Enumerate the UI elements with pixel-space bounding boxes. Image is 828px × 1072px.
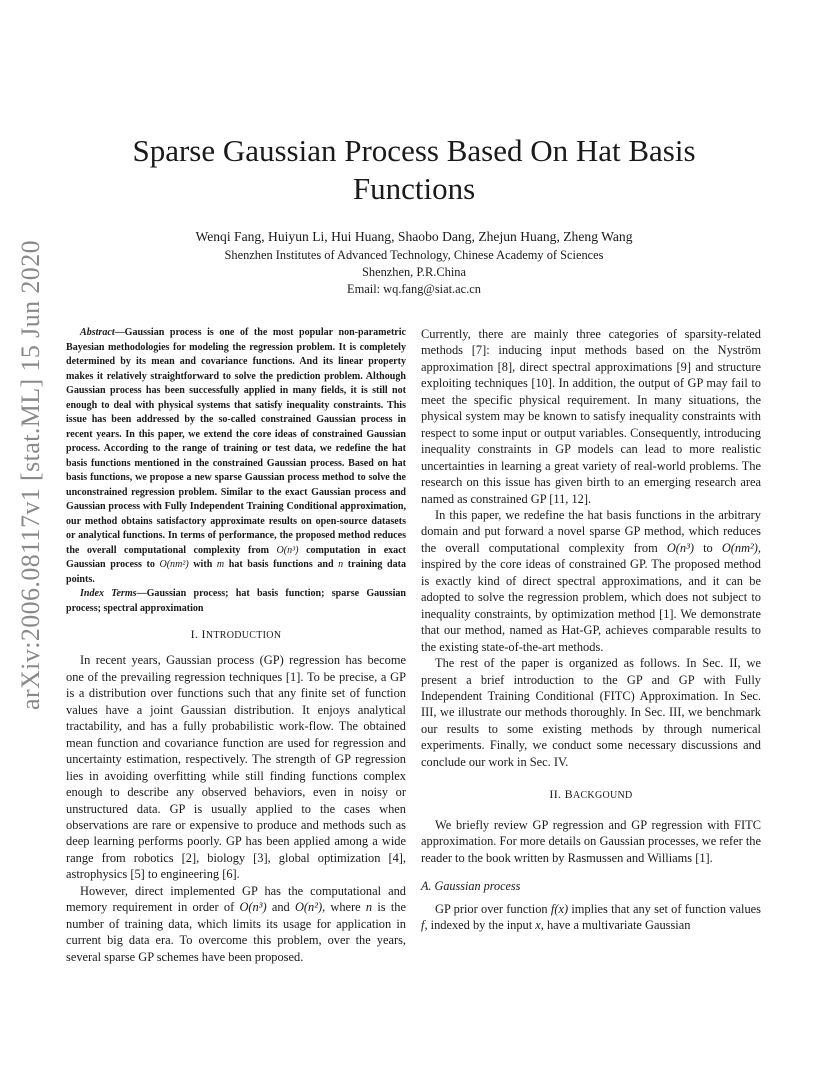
arxiv-identifier bbox=[11, 240, 51, 710]
arxiv-identifier-text: arXiv:2006.08117v1 [stat.ML] 15 Jun 2020 bbox=[16, 240, 45, 710]
abstract-label: Abstract bbox=[80, 327, 115, 338]
intro-paragraph-1: In recent years, Gaussian process (GP) regression has become one of the prevailing regression techniques [1]. To be precise, a GP is a distribution over functions such that any finite set of function values have a joint Gaussian distribution. It enjoys analytical tractability, and has a fully probabilistic work-flow. The obtained mean function and covariance function are used for regression and uncertainty estimation, respectively. The strength of GP regression lies in avoiding overfitting while still finding functions complex enough to describe any observed behaviors, even in noisy or unstructured data. GP is usually applied to the cases when observations are rare or expensive to produce and methods such as deep learning performs poorly. GP has been applied among a wide range from robotics [2], biology [3], global optimization [4], astrophysics [5] to engineering [6]. bbox=[66, 653, 406, 882]
abstract-paragraph: Abstract—Gaussian process is one of the most popular non-parametric Bayesian methodologies for modeling the regression problem. It is completely determined by its mean and covariance functions. And its linear property makes it relatively straightforward to solve the prediction problem. Although Gaussian process has been successfully applied in many fields, it is still not enough to deal with physical systems that satisfy inequality constraints. This issue has been addressed by the so-called constrained Gaussian process in recent years. In this paper, we extend the core ideas of constrained Gaussian process. According to the range of training or test data, we redefine the hat basis functions mentioned in the constrained Gaussian process. Based on hat basis functions, we propose a new sparse Gaussian process method to solve the unconstrained regression problem. Similar to the exact Gaussian process and Gaussian process with Fully Independent Training Conditional approximation, our method obtains satisfactory approximate results on open-source datasets or analytical functions. In terms of performance, the proposed method reduces the overall computational complexity from O(n³) computation in exact Gaussian process to O(nm²) with m hat basis functions and n training data points. bbox=[66, 327, 407, 585]
right-column-body bbox=[421, 326, 761, 933]
author-list: Wenqi Fang, Huiyun Li, Hui Huang, Shaobo Dang, Zhejun Huang, Zheng Wang bbox=[195, 229, 633, 244]
abstract-block bbox=[66, 326, 406, 616]
gp-paragraph: GP prior over function f(x) implies that any set of function values f, indexed by the input x, have a multivariate Gaussian bbox=[421, 901, 761, 932]
section-heading-background: II. BACKGOUND bbox=[549, 787, 633, 802]
subsection-heading-gaussian-process: A. Gaussian process bbox=[421, 879, 521, 894]
right-paragraph-1: Currently, there are mainly three categories of sparsity-related methods [7]: inducing input methods based on the Nyström approximation [8], direct spectral approximations [9] and structure exploiting techniques [10]. In addition, the output of GP may fail to meet the specific physical requirement. In many situations, the physical system may be known to satisfy inequality constraints with respect to some input or output variables. Consequently, introducing inequality constraints in GP models can lead to more realistic uncertainties in learning a great variety of real-world problems. The research on this issue has given birth to an emerging research area named as constrained GP [11, 12]. bbox=[421, 327, 761, 506]
email: Email: wq.fang@siat.ac.cn bbox=[347, 282, 481, 296]
left-column-body bbox=[66, 627, 407, 965]
paper-title: Sparse Gaussian Process Based On Hat Basis Functions bbox=[132, 133, 696, 206]
background-paragraph: We briefly review GP regression and GP regression with FITC approximation. For more details on Gaussian processes, we refer the reader to the book written by Rasmussen and Williams [1]. bbox=[421, 817, 761, 865]
location: Shenzhen, P.R.China bbox=[362, 265, 466, 279]
intro-paragraph-2: However, direct implemented GP has the computational and memory requirement in order of O(n³) and O(n²), where n is the number of training data, which limits its usage for application in current big data era. To overcome this problem, over the years, several sparse GP schemes have been proposed. bbox=[66, 883, 407, 964]
affiliation: Shenzhen Institutes of Advanced Technology, Chinese Academy of Sciences bbox=[224, 248, 604, 262]
index-terms: Index Terms—Gaussian process; hat basis function; sparse Gaussian process; spectral approximation bbox=[66, 588, 406, 614]
right-paragraph-3: The rest of the paper is organized as follows. In Sec. II, we present a brief introduction to the GP and GP with Fully Independent Training Conditional (FITC) Approximation. In Sec. III, we illustrate our methods thoroughly. In Sec. III, we benchmark our results to some existing methods by through numerical experiments. Finally, we conduct some necessary discussions and conclude our work in Sec. IV. bbox=[421, 656, 761, 769]
index-terms-label: Index Terms bbox=[80, 588, 137, 599]
right-paragraph-2: In this paper, we redefine the hat basis functions in the arbitrary domain and put forward a novel sparse GP method, which reduces the overall computational complexity from O(n³) to O(nm²), inspired by the core ideas of constrained GP. The proposed method is exactly kind of direct spectral approximations, and it can be adopted to solve the regression problem, which does not subject to inequality constraints, by optimization method [1]. We demonstrate that our method, named as Hat-GP, achieves comparable results to the existing state-of-the-art methods. bbox=[421, 507, 761, 654]
section-heading-introduction: I. INTRODUCTION bbox=[190, 627, 282, 641]
